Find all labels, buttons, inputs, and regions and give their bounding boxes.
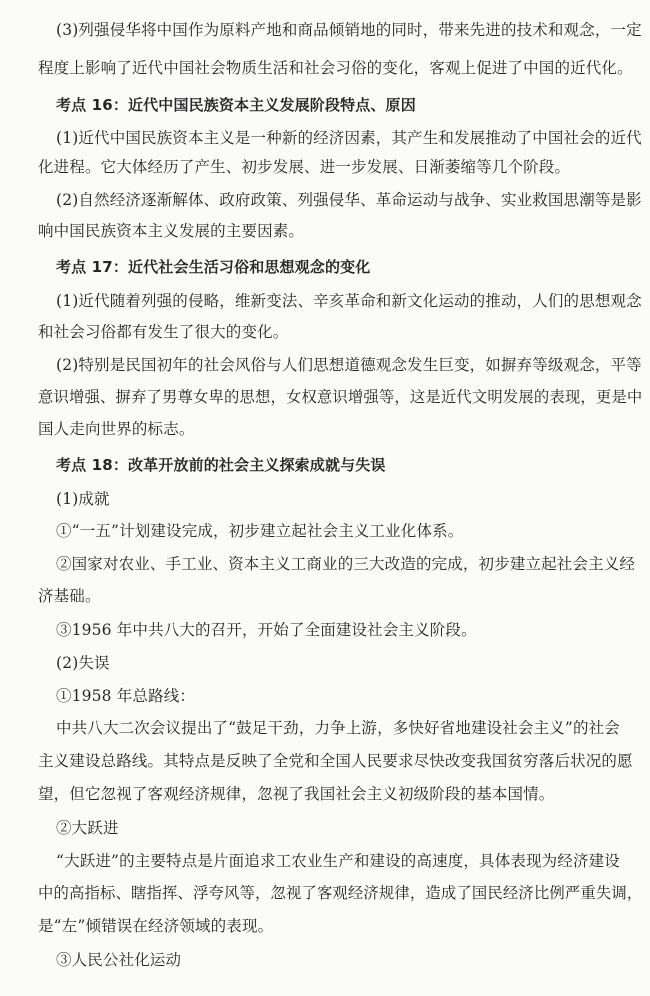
- text-line: 国人走向世界的标志。: [38, 420, 195, 438]
- text-line: (2)失误: [56, 654, 110, 672]
- text-line: 和社会习俗都有发生了很大的变化。: [38, 323, 289, 341]
- text-line: (3)列强侵华将中国作为原料产地和商品倾销地的同时，带来先进的技术和观念，一定: [56, 21, 642, 39]
- text-line: ③1956 年中共八大的召开，开始了全面建设社会主义阶段。: [56, 621, 477, 639]
- text-line: 程度上影响了近代中国社会物质生活和社会习俗的变化，客观上促进了中国的近代化。: [38, 59, 633, 77]
- text-line: 望，但它忽视了客观经济规律，忽视了我国社会主义初级阶段的基本国情。: [38, 785, 555, 803]
- section-heading: 考点 18：改革开放前的社会主义探索成就与失误: [56, 456, 386, 474]
- text-line: (1)近代随着列强的侵略，维新变法、辛亥革命和新文化运动的推动，人们的思想观念: [56, 292, 642, 310]
- text-line: (1)成就: [56, 490, 110, 508]
- text-line: (2)自然经济逐渐解体、政府政策、列强侵华、革命运动与战争、实业救国思潮等是影: [56, 191, 642, 209]
- text-line: 主义建设总路线。其特点是反映了全党和全国人民要求尽快改变我国贫穷落后状况的愿: [38, 752, 633, 770]
- text-line: 响中国民族资本主义发展的主要因素。: [38, 222, 305, 240]
- text-line: 化进程。它大体经历了产生、初步发展、进一步发展、日渐萎缩等几个阶段。: [38, 158, 571, 176]
- text-line: 中的高指标、瞎指挥、浮夸风等，忽视了客观经济规律，造成了国民经济比例严重失调，: [38, 884, 643, 902]
- text-line: ③人民公社化运动: [56, 951, 182, 969]
- text-line: 济基础。: [38, 587, 101, 605]
- text-line: “大跃进”的主要特点是片面追求工农业生产和建设的高速度，具体表现为经济建设: [56, 852, 620, 870]
- section-heading: 考点 17：近代社会生活习俗和思想观念的变化: [56, 258, 371, 276]
- text-line: ②大跃进: [56, 819, 119, 837]
- text-line: (1)近代中国民族资本主义是一种新的经济因素，其产生和发展推动了中国社会的近代: [56, 129, 642, 147]
- text-line: ②国家对农业、手工业、资本主义工商业的三大改造的完成，初步建立起社会主义经: [56, 555, 636, 573]
- text-line: (2)特别是民国初年的社会风俗与人们思想道德观念发生巨变，如摒弃等级观念，平等: [56, 356, 642, 374]
- text-line: ①1958 年总路线：: [56, 687, 196, 705]
- text-line: ①“一五”计划建设完成，初步建立起社会主义工业化体系。: [56, 522, 464, 540]
- text-line: 中共八大二次会议提出了“鼓足干劲，力争上游，多快好省地建设社会主义”的社会: [56, 719, 620, 737]
- text-line: 意识增强、摒弃了男尊女卑的思想，女权意识增强等，这是近代文明发展的表现，更是中: [38, 388, 643, 406]
- text-line: 是“左”倾错误在经济领域的表现。: [38, 917, 274, 935]
- section-heading: 考点 16：近代中国民族资本主义发展阶段特点、原因: [56, 96, 416, 114]
